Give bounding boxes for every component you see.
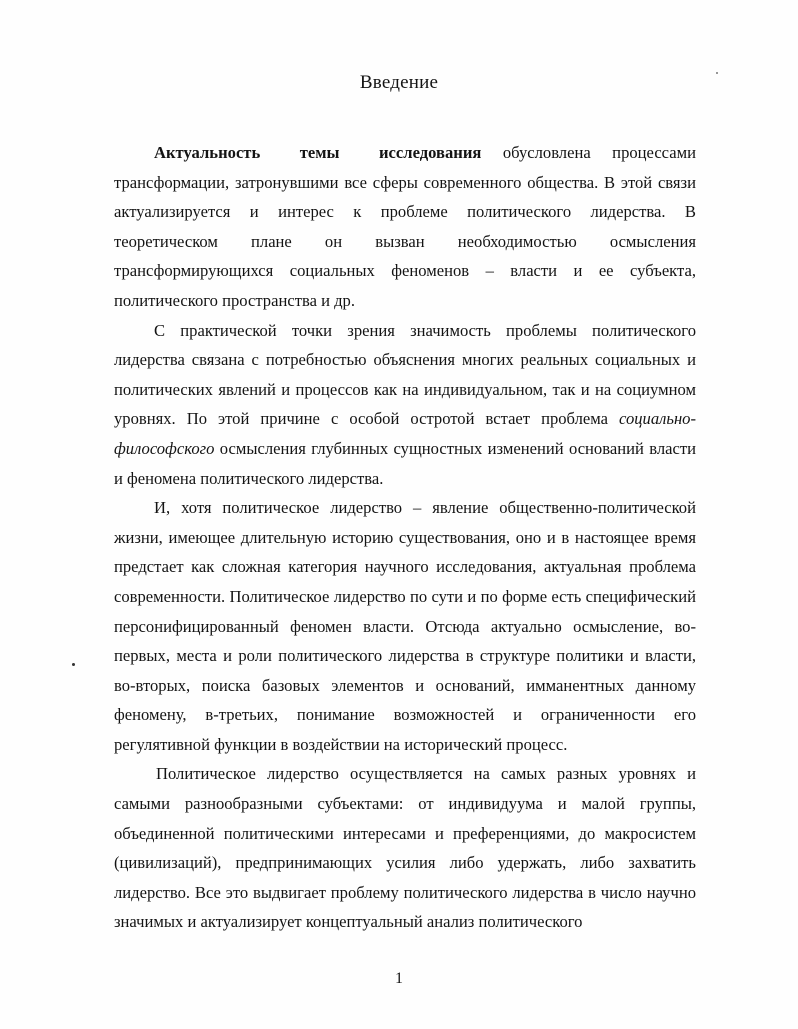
page-title: Введение xyxy=(359,72,439,93)
paragraph-levels: Политическое лидерство осуществляется на самых разных уровнях и самыми разнообразными субъектами: от индивидуума и малой группы, объединенной политическими интересами и преференциями, до макросистем (цивилизаций), предпринимающих усилия либо удержать, либо захватить лидерство. Все это выдвигает проблему политического лидерства в число научно значимых и актуализирует концептуальный анализ политического xyxy=(114,764,696,932)
paragraph-practical-text-after: осмысления глубинных сущностных изменений оснований власти и феномена политического лидерства. xyxy=(114,438,696,488)
scan-speck xyxy=(72,663,75,666)
scan-speck xyxy=(716,72,718,74)
paragraph-relevance xyxy=(114,138,696,316)
paragraph-practical xyxy=(114,316,696,494)
paragraph-relevance-text: обусловлена процессами трансформации, затронувшими все сферы современного общества. В этой связи актуализируется и интерес к проблеме политического лидерства. В теоретическом плане он вызван необходимостью осмысления трансформирующихся социальных феноменов – власти и ее субъекта, политического пространства и др. xyxy=(114,143,696,310)
bold-lead-phrase: Актуальность темы исследования xyxy=(154,143,482,162)
page-number: 1 xyxy=(395,970,403,987)
paragraph-practical-text-before: С практической точки зрения значимость проблемы политического лидерства связана с потребностью объяснения многих реальных социальных и политических явлений и процессов как на индивидуальном, так и на социумном уровнях. По этой причине с особой остротой встает проблема xyxy=(114,320,696,429)
italic-term: социально-философского xyxy=(114,409,696,458)
paragraph-history: И, хотя политическое лидерство – явление общественно-политической жизни, имеющее длительную историю существования, оно и в настоящее время предстает как сложная категория научного исследования, актуальная проблема современности. Политическое лидерство по сути и по форме есть специфический персонифицированный феномен власти. Отсюда актуально осмысление, во-первых, места и роли политического лидерства в структуре политики и власти, во-вторых, поиска базовых элементов и оснований, имманентных данному феномену, в-третьих, понимание возможностей и ограниченности его регулятивной функции в воздействии на исторический процесс. xyxy=(114,498,696,754)
body-text xyxy=(114,138,696,937)
